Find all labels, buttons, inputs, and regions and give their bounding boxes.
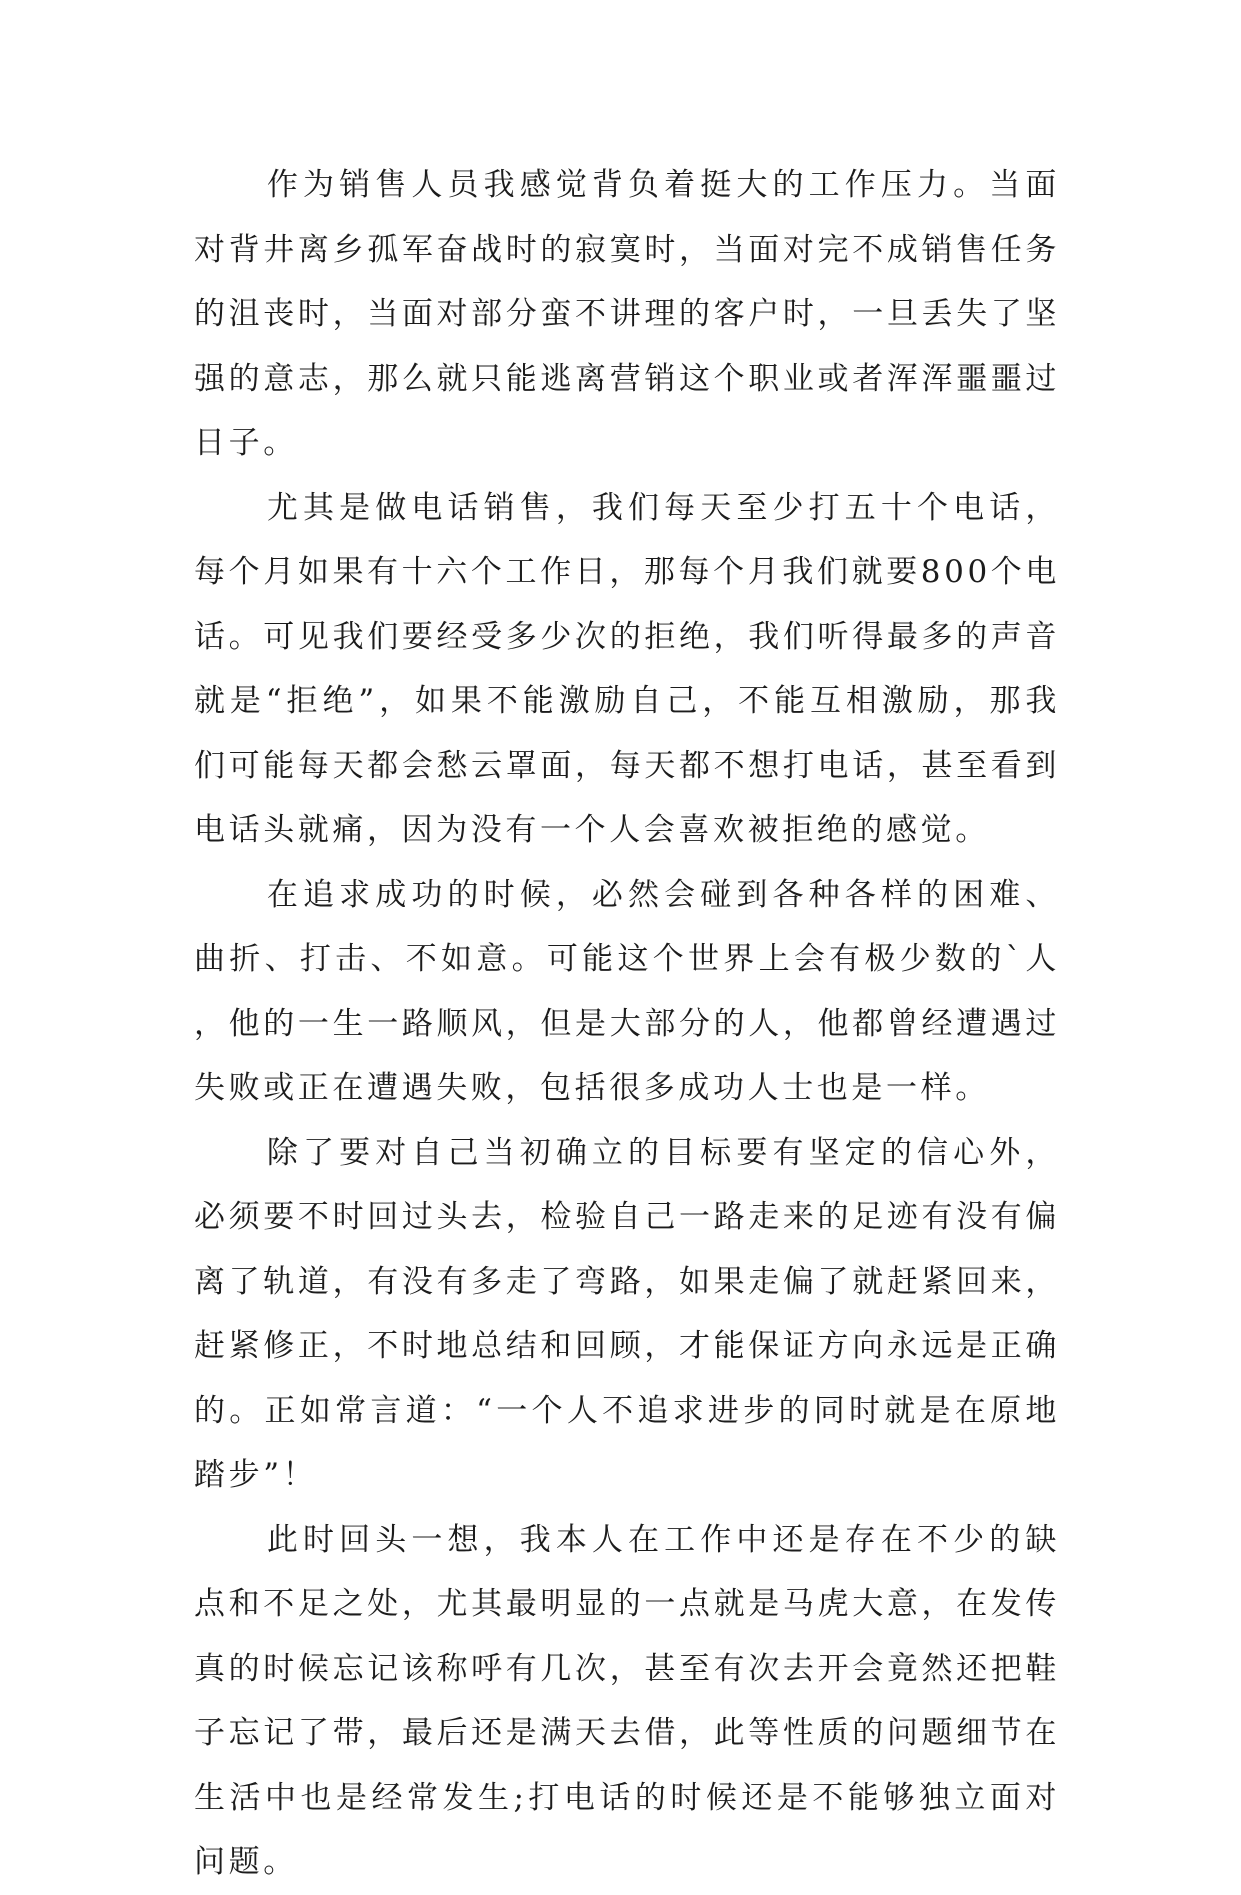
paragraph-sales-pressure: 作为销售人员我感觉背负着挺大的工作压力。当面对背井离乡孤军奋战时的寂寞时，当面对完不成销售任务的沮丧时，当面对部分蛮不讲理的客户时，一旦丢失了坚强的意志，那么就只能逃离营销这个职业或者浑浑噩噩过日子。 <box>194 167 1060 461</box>
document-body <box>194 153 1060 1895</box>
paragraph-review-goals: 除了要对自己当初确立的目标要有坚定的信心外，必须要不时回过头去，检验自己一路走来的足迹有没有偏离了轨道，有没有多走了弯路，如果走偏了就赶紧回来，赶紧修正，不时地总结和回顾，才能保证方向永远是正确的。正如常言道：“一个人不追求进步的同时就是在原地踏步”！ <box>194 1134 1060 1493</box>
paragraph-phone-sales: 尤其是做电话销售，我们每天至少打五十个电话，每个月如果有十六个工作日，那每个月我们就要800个电话。可见我们要经受多少次的拒绝，我们听得最多的声音就是“拒绝”，如果不能激励自己，不能互相激励，那我们可能每天都会愁云罩面，每天都不想打电话，甚至看到电话头就痛，因为没有一个人会喜欢被拒绝的感觉。 <box>194 489 1060 848</box>
paragraph-pursuing-success: 在追求成功的时候，必然会碰到各种各样的困难、曲折、打击、不如意。可能这个世界上会有极少数的`人，他的一生一路顺风，但是大部分的人，他都曾经遭遇过失败或正在遭遇失败，包括很多成功人士也是一样。 <box>194 876 1060 1106</box>
paragraph-shortcomings: 此时回头一想，我本人在工作中还是存在不少的缺点和不足之处，尤其最明显的一点就是马虎大意，在发传真的时候忘记该称呼有几次，甚至有次去开会竟然还把鞋子忘记了带，最后还是满天去借，此等性质的问题细节在生活中也是经常发生;打电话的时候还是不能够独立面对问题。 <box>194 1521 1060 1880</box>
